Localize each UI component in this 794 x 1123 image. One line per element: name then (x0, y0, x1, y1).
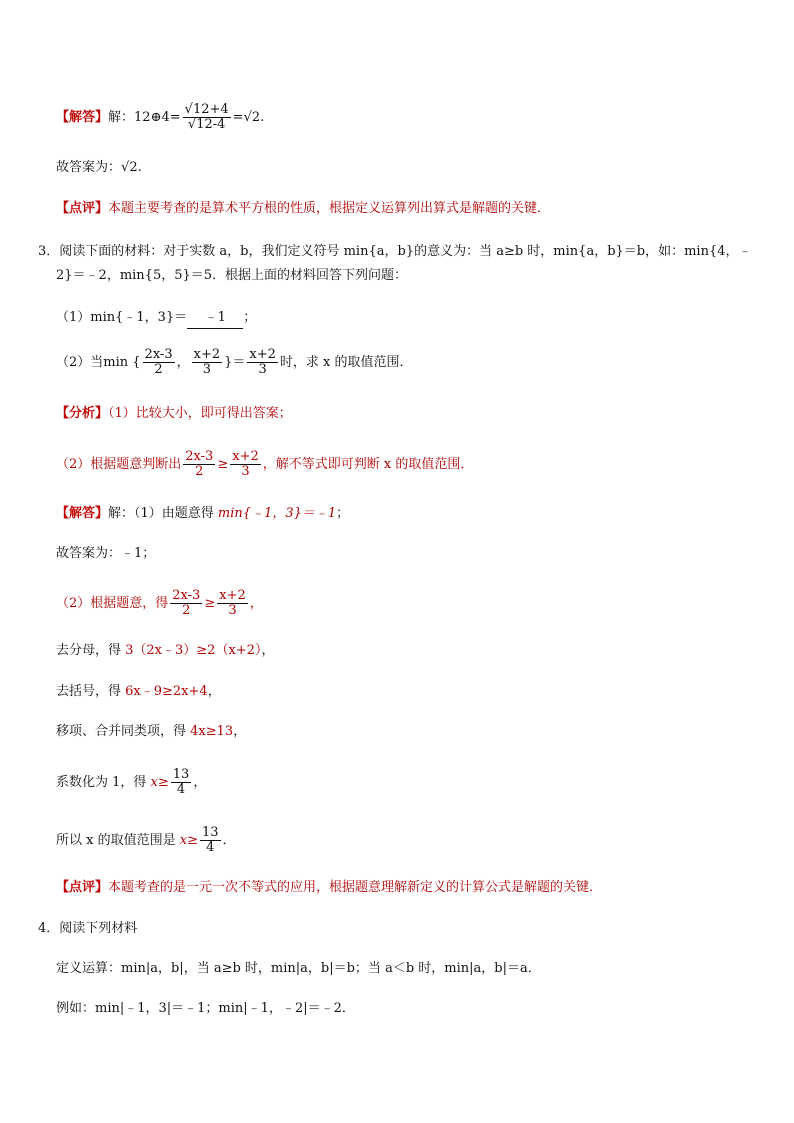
q3-part2: （2）当min { $\frac{2x-3}{2}$ ， $\frac{x+2}{3}$ }＝ $\frac{x+2}{3}$ 时，求 x 的取值范围． (56, 347, 413, 377)
q4-example: 例如：min|﹣1，3|＝﹣1；min|﹣1，﹣2|＝﹣2． (56, 1001, 355, 1016)
answer-line-2: 故答案为：√2. (56, 160, 142, 175)
fraction: $\frac{x+2}{3}$ (232, 449, 259, 479)
solution-line-6: 移项、合并同类项，得 4x≥13， (56, 724, 247, 739)
solution-line-5: 去括号，得 6x﹣9≥2x+4， (56, 684, 221, 699)
fraction: $\frac{13}{4}$ (201, 825, 219, 855)
fraction: $\frac{2x-3}{2}$ (185, 449, 214, 479)
solution-tag: 【解答】 (56, 506, 109, 521)
answer-blank: ﹣1 (187, 308, 243, 329)
fraction: $\frac{2x-3}{2}$ (144, 347, 173, 377)
q3-line-1: 3．阅读下面的材料：对于实数 a，b，我们定义符号 min{a，b}的意义为：当 a≥b 时，min{a，b}＝b，如：min{4，﹣ (38, 244, 752, 259)
review-tag-2: 【点评】 (56, 880, 109, 895)
solution-line-4: 去分母，得 3（2x﹣3）≥2（x+2）， (56, 643, 275, 658)
review-line-2: 【点评】本题考查的是一元一次不等式的应用，根据题意理解新定义的计算公式是解题的关键． (56, 880, 603, 895)
equals-sign: = (232, 110, 244, 125)
q3-part1: （1）min{﹣1，3}＝ ﹣1 ； (56, 308, 256, 329)
q3-line-2: 2}＝﹣2，min{5，5}＝5．根据上面的材料回答下列问题： (56, 268, 408, 283)
answer-tag: 【解答】 (56, 110, 109, 125)
answer-line-1: 【解答】解：12⊕4= $\frac{√12+4}{√12-4}$ =√2. (56, 102, 265, 132)
solution-line-7: 系数化为 1，得 x≥ $\frac{13}{4}$ ， (56, 767, 207, 797)
fraction: $\frac{x+2}{3}$ (219, 588, 246, 618)
answer-prefix: 解： (108, 110, 135, 125)
analysis-line-2: （2）根据题意判断出 $\frac{2x-3}{2}$ ≥ $\frac{x+2}{3}$ ，解不等式即可判断 x 的取值范围． (56, 449, 474, 479)
fraction: $\frac{2x-3}{2}$ (172, 588, 201, 618)
q4-definition: 定义运算：min|a，b|，当 a≥b 时，min|a，b|＝b；当 a＜b 时，min|a，b|＝a． (56, 961, 541, 976)
review-tag: 【点评】 (56, 201, 109, 216)
fraction: $\frac{13}{4}$ (172, 767, 190, 797)
analysis-line-1: 【分析】（1）比较大小，即可得出答案； (56, 406, 292, 421)
fraction: $\frac{x+2}{3}$ (193, 347, 221, 377)
solution-line-2: 故答案为：﹣1； (56, 546, 156, 561)
expr-left: 12⊕4= (134, 110, 181, 125)
solution-line-8: 所以 x 的取值范围是 x≥ $\frac{13}{4}$ ． (56, 825, 236, 855)
sqrt-two: √2 (243, 110, 261, 125)
fraction: $\frac{x+2}{3}$ (249, 347, 276, 377)
review-line-1: 【点评】本题主要考查的是算术平方根的性质，根据定义运算列出算式是解题的关键． (56, 201, 551, 216)
solution-line-1: 【解答】解：（1）由题意得 min{﹣1，3}＝﹣1； (56, 506, 350, 521)
sqrt-two-answer: √2 (121, 160, 138, 175)
sqrt-numerator: 12+4 (192, 102, 229, 117)
q4-title: 4．阅读下列材料 (38, 921, 138, 936)
sqrt-denominator: 12-4 (196, 117, 226, 132)
analysis-tag: 【分析】 (56, 406, 109, 421)
fraction-sqrt: $\frac{√12+4}{√12-4}$ (184, 102, 229, 132)
solution-line-3: （2）根据题意，得 $\frac{2x-3}{2}$ ≥ $\frac{x+2}{3}$ ， (56, 588, 263, 618)
